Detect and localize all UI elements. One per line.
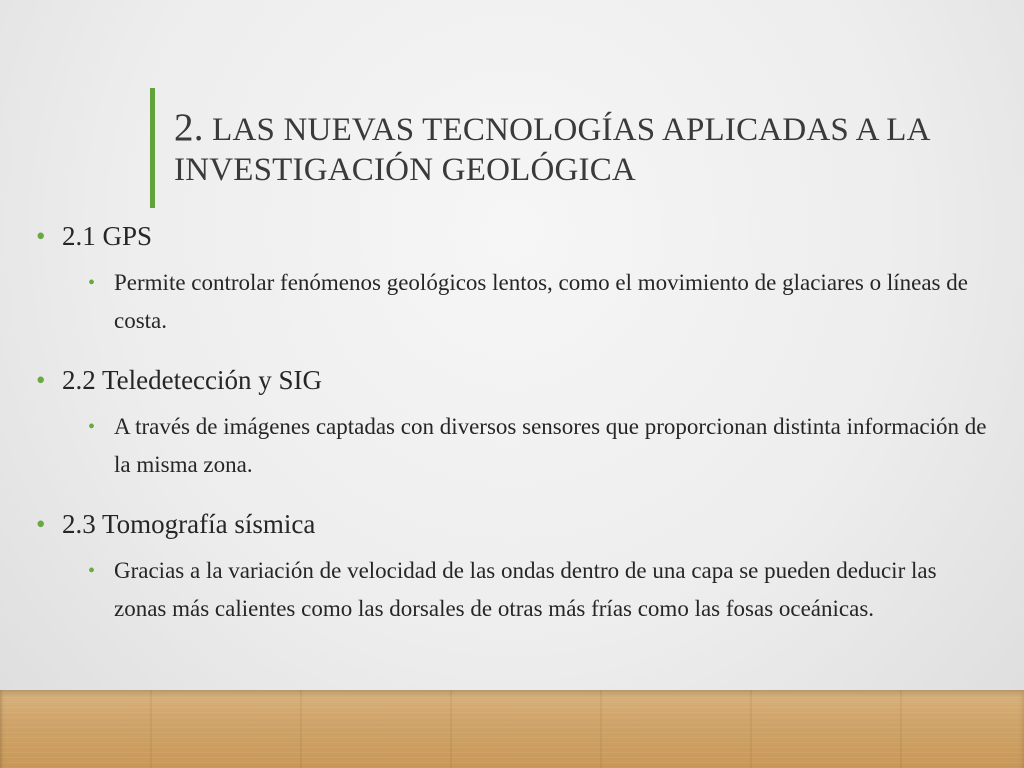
section-heading	[36, 360, 996, 400]
title-text: LAS NUEVAS TECNOLOGÍAS APLICADAS A LA INVESTIGACIÓN GEOLÓGICA	[174, 112, 929, 188]
bullet-icon: •	[36, 509, 46, 539]
title-number: 2.	[174, 106, 204, 149]
slide-title	[174, 108, 1004, 190]
section-detail-text: Permite controlar fenómenos geológicos lentos, como el movimiento de glaciares o líneas de costa.	[114, 270, 968, 333]
bullet-icon: •	[88, 272, 96, 294]
section-heading-text: 2.3 Tomografía sísmica	[62, 509, 316, 539]
section-heading	[36, 216, 996, 256]
section-detail	[88, 552, 994, 628]
title-accent-bar	[150, 88, 155, 208]
section-heading-text: 2.2 Teledetección y SIG	[62, 365, 323, 395]
section-detail	[88, 408, 994, 484]
bullet-icon: •	[88, 560, 96, 582]
bullet-icon: •	[88, 416, 96, 438]
bullet-icon: •	[36, 221, 46, 251]
section-heading	[36, 504, 996, 544]
wood-floor-background	[0, 690, 1024, 768]
section-tomografia	[36, 504, 996, 628]
section-detail-text: Gracias a la variación de velocidad de las ondas dentro de una capa se pueden deducir las zonas más calientes como las dorsales de otras más frías como las fosas oceánicas.	[114, 558, 937, 621]
section-detail-text: A través de imágenes captadas con diversos sensores que proporcionan distinta información de la misma zona.	[114, 414, 987, 477]
bullet-icon: •	[36, 365, 46, 395]
section-gps	[36, 216, 996, 340]
bullet-list	[36, 216, 996, 628]
section-teledeteccion	[36, 360, 996, 484]
section-heading-text: 2.1 GPS	[62, 221, 153, 251]
section-detail	[88, 264, 994, 340]
